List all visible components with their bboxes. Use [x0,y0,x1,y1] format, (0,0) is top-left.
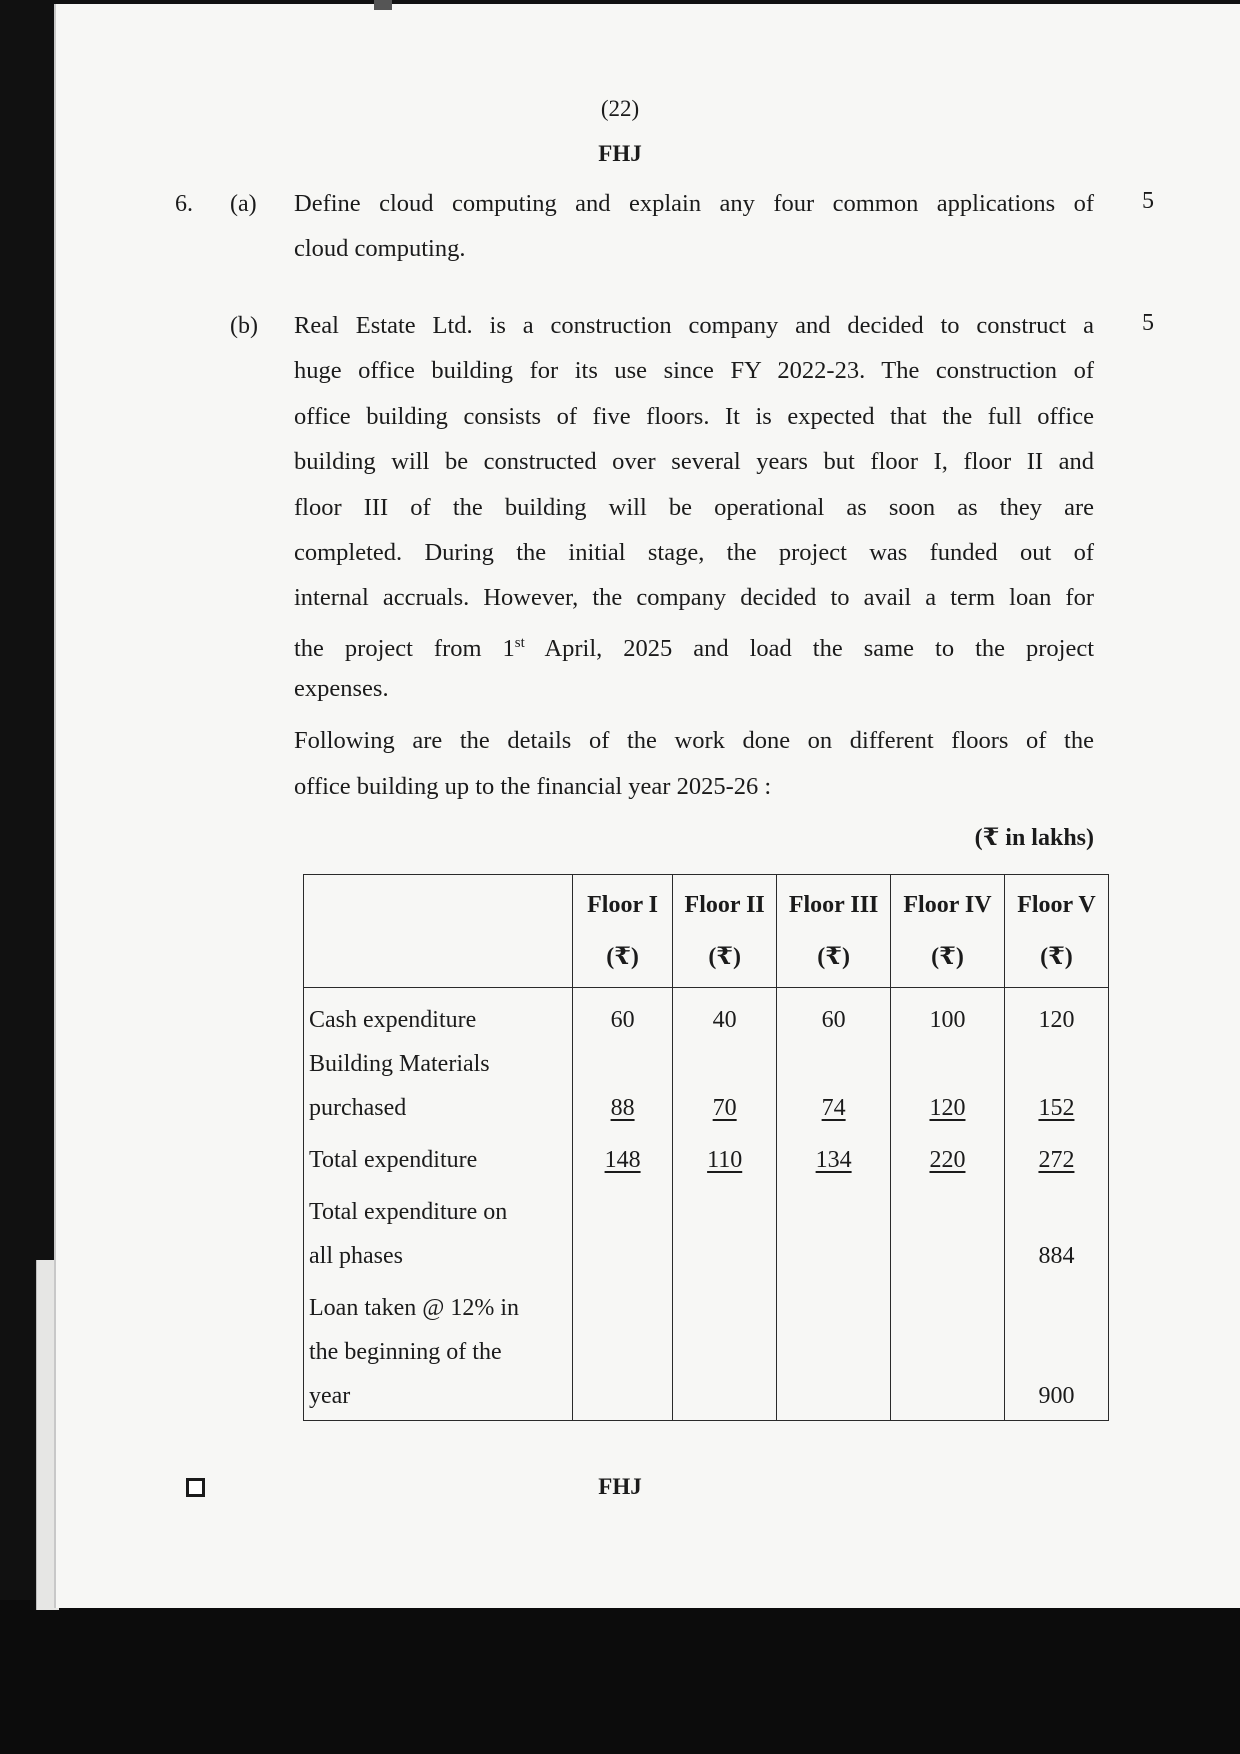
part-b-line: floor III of the building will be operational as soon as they are [294,494,1094,521]
cell-value: 900 [1004,1278,1108,1421]
cell-value [777,1130,891,1182]
row-label-line: year [309,1383,351,1409]
empty-cell [673,1182,777,1278]
table-header-row [304,875,1109,988]
empty-header-cell [304,875,573,988]
unit-note: (₹ in lakhs) [974,825,1094,851]
table-row [304,1042,1109,1130]
header-floor-5 [1004,875,1108,988]
cell-value: 60 [777,988,891,1043]
part-b-line: expenses. [294,675,389,702]
underlined-value: 110 [707,1147,743,1173]
empty-cell [673,1278,777,1421]
underlined-value: 220 [929,1147,966,1173]
cell-value [1004,1130,1108,1182]
underlined-value: 70 [712,1095,737,1121]
cell-value [1004,1042,1108,1130]
paper-code: FHJ [598,141,642,166]
part-b-line: Real Estate Ltd. is a construction company and decided to construct a [294,312,1094,339]
row-label [304,1182,573,1278]
underlined-value: 134 [815,1147,852,1173]
header-name: Floor V [1017,891,1096,918]
row-label-line: Total expenditure on [309,1199,508,1225]
scan-background [0,1600,1240,1754]
row-label [304,1042,573,1130]
cell-value [673,1130,777,1182]
table-row [304,1182,1109,1278]
cell-value [573,1130,673,1182]
underlined-value: 148 [604,1147,641,1173]
header-floor-1 [573,875,673,988]
underlined-value: 88 [610,1095,635,1121]
part-b-line: building will be constructed over several years but floor I, floor II and [294,448,1094,475]
row-label-line: the beginning of the [309,1339,502,1365]
part-b-label: (b) [230,313,258,339]
superscript: st [514,635,525,651]
part-b-line: huge office building for its use since FY 2022-23. The construction of [294,357,1094,384]
header-unit: (₹) [817,943,850,970]
header-name: Floor I [587,891,659,918]
row-label-line: Building Materials [309,1051,490,1077]
cell-value [891,1130,1005,1182]
question-number: 6. [175,191,193,217]
underlined-value: 74 [821,1095,846,1121]
empty-cell [573,1278,673,1421]
row-label: Cash expenditure [304,988,573,1043]
part-a-line: Define cloud computing and explain any four common applications of [294,190,1094,217]
cell-value [891,1042,1005,1130]
expenditure-table [303,874,1109,1421]
part-b-line: office building consists of five floors. It is expected that the full office [294,403,1094,430]
empty-cell [891,1278,1005,1421]
header-unit: (₹) [1040,943,1073,970]
header-floor-4 [891,875,1005,988]
row-label-line: purchased [309,1095,407,1121]
part-b-para2-line: office building up to the financial year 2025-26 : [294,773,772,800]
underlined-value: 272 [1038,1147,1075,1173]
row-label: Total expenditure [304,1130,573,1182]
table-row [304,1278,1109,1421]
part-a-line: cloud computing. [294,235,466,262]
part-b-para2-line: Following are the details of the work done on different floors of the [294,727,1094,754]
line-text: April, 2025 and load the same to the project [524,635,1095,663]
part-a-label: (a) [230,191,257,217]
underlined-value: 120 [929,1095,966,1121]
cell-value: 60 [573,988,673,1043]
header-floor-2 [673,875,777,988]
empty-cell [891,1182,1005,1278]
cell-value: 884 [1004,1182,1108,1278]
header-name: Floor III [788,891,879,918]
page-number: (22) [600,96,640,121]
empty-cell [777,1278,891,1421]
line-text: the project from 1 [294,635,515,663]
header-unit: (₹) [606,943,639,970]
header-unit: (₹) [708,943,741,970]
cell-value: 100 [891,988,1005,1043]
part-b-line: completed. During the initial stage, the project was funded out of [294,539,1094,566]
header-name: Floor II [684,891,765,918]
row-label [304,1278,573,1421]
binding-mark [374,0,392,10]
part-b-marks: 5 [1142,310,1154,336]
table-row [304,988,1109,1043]
cell-value [573,1042,673,1130]
header-name: Floor IV [903,891,992,918]
header-unit: (₹) [931,943,964,970]
row-label-line: all phases [309,1243,403,1269]
footer-code: FHJ [598,1474,642,1499]
cell-value [673,1042,777,1130]
part-b-line: internal accruals. However, the company decided to avail a term loan for [294,584,1094,611]
header-floor-3 [777,875,891,988]
cell-value: 120 [1004,988,1108,1043]
empty-cell [777,1182,891,1278]
cell-value [777,1042,891,1130]
part-a-marks: 5 [1142,188,1154,214]
cell-value: 40 [673,988,777,1043]
part-b-line-8 [294,628,1094,664]
row-label-line: Loan taken @ 12% in [309,1295,520,1321]
table-row [304,1130,1109,1182]
underlined-value: 152 [1038,1095,1075,1121]
empty-cell [573,1182,673,1278]
